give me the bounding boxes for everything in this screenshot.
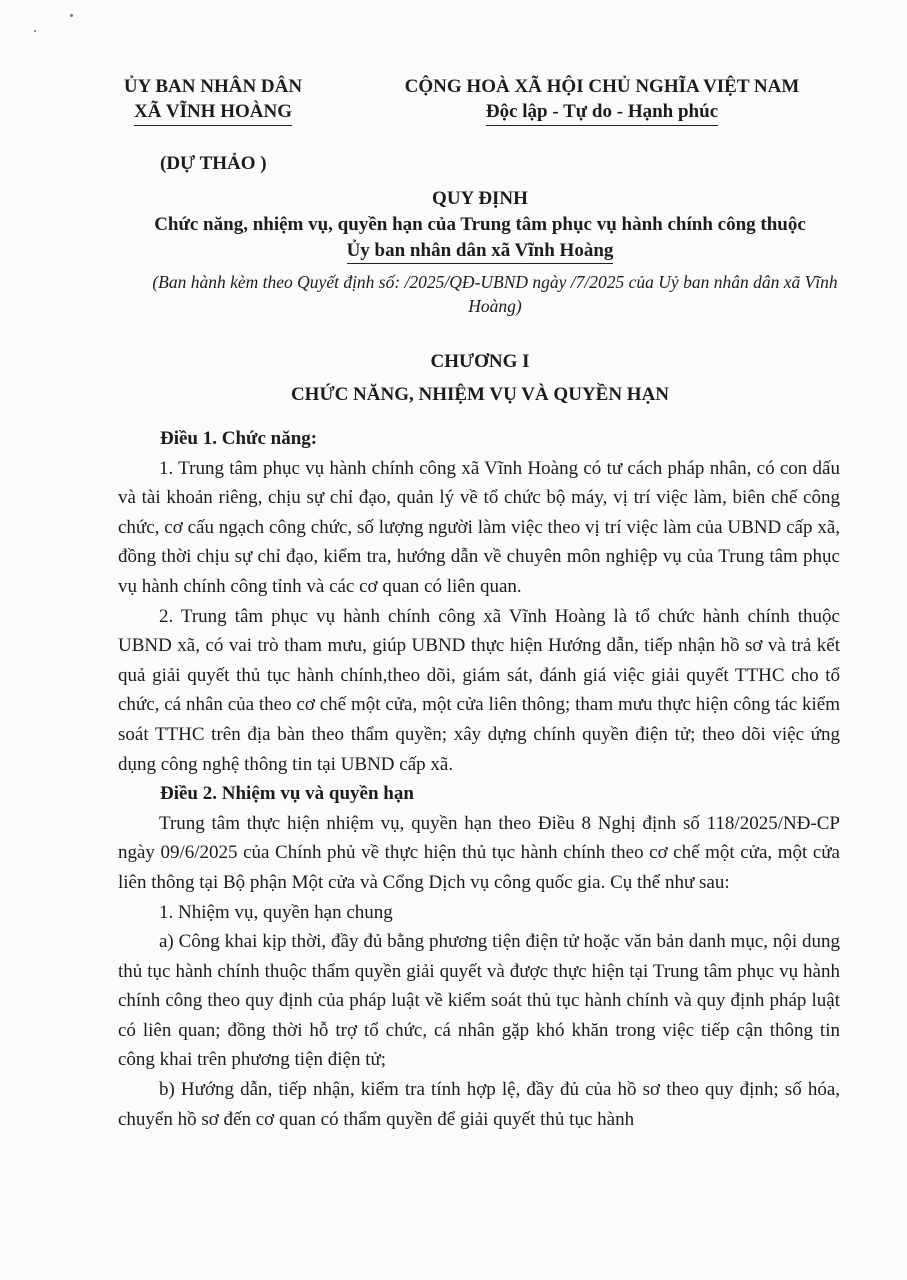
issuance-note: (Ban hành kèm theo Quyết định số: /2025/QĐ-UBND ngày /7/2025 của Uỷ ban nhân dân xã Vĩnh Hoàng) <box>152 272 838 316</box>
paragraph: Trung tâm thực hiện nhiệm vụ, quyền hạn theo Điều 8 Nghị định số 118/2025/NĐ-CP ngày 09/6/2025 của Chính phủ về thực hiện thủ tục hành chính theo cơ chế một cửa, một cửa liên thông tại Bộ phận Một cửa và Cổng Dịch vụ công quốc gia. Cụ thể như sau: <box>118 812 840 893</box>
motto: Độc lập - Tự do - Hạnh phúc <box>486 99 718 126</box>
paragraph: b) Hướng dẫn, tiếp nhận, kiểm tra tính hợp lệ, đầy đủ của hồ sơ theo quy định; số hóa, chuyển hồ sơ đến cơ quan có thẩm quyền để giải quyết thủ tục hành <box>118 1079 840 1130</box>
paragraph: 1. Nhiệm vụ, quyền hạn chung <box>159 901 393 923</box>
document-subject-line2 <box>110 238 850 264</box>
country-name: CỘNG HOÀ XÃ HỘI CHỦ NGHĨA VIỆT NAM <box>404 76 800 97</box>
chapter-title: CHỨC NĂNG, NHIỆM VỤ VÀ QUYỀN HẠN <box>290 384 670 405</box>
chapter-number: CHƯƠNG I <box>430 351 530 372</box>
document-title: QUY ĐỊNH <box>432 188 528 209</box>
issuing-authority <box>108 74 318 126</box>
document-body <box>118 424 840 1134</box>
scan-speck <box>34 30 36 32</box>
document-subject-text: Ủy ban nhân dân xã Vĩnh Hoàng <box>347 238 614 264</box>
article-heading: Điều 1. Chức năng: <box>160 428 318 449</box>
authority-name: ỦY BAN NHÂN DÂN <box>123 76 303 97</box>
paragraph: a) Công khai kịp thời, đầy đủ bằng phương tiện điện tử hoặc văn bản danh mục, nội dung thủ tục hành chính thuộc thẩm quyền giải quyết và được thực hiện tại Trung tâm phục vụ hành chính công theo quy định của pháp luật về kiểm soát thủ tục hành chính và quy định pháp luật có liên quan; đồng thời hỗ trợ tổ chức, cá nhân gặp khó khăn trong việc tiếp cận thông tin công khai trên phương tiện điện tử; <box>118 931 840 1071</box>
paragraph: 2. Trung tâm phục vụ hành chính công xã Vĩnh Hoàng là tổ chức hành chính thuộc UBND xã, có vai trò tham mưu, giúp UBND thực hiện Hướng dẫn, tiếp nhận hồ sơ và trả kết quả giải quyết thủ tục hành chính,theo dõi, giám sát, đánh giá việc giải quyết TTHC cho tổ chức, cá nhân của theo cơ chế một cửa, một cửa liên thông; tham mưu thực hiện công tác kiểm soát TTHC trên địa bàn theo thẩm quyền; xây dựng chính quyền điện tử; theo dõi việc ứng dụng công nghệ thông tin tại UBND cấp xã. <box>118 605 840 775</box>
draft-label: (DỰ THẢO ) <box>160 153 267 174</box>
national-motto <box>372 74 832 126</box>
scan-speck <box>70 14 73 17</box>
article-heading: Điều 2. Nhiệm vụ và quyền hạn <box>160 783 414 805</box>
commune-name: XÃ VĨNH HOÀNG <box>134 99 292 126</box>
paragraph: 1. Trung tâm phục vụ hành chính công xã Vĩnh Hoàng có tư cách pháp nhân, có con dấu và tài khoản riêng, chịu sự chỉ đạo, quản lý về tổ chức bộ máy, vị trí việc làm, biên chế công chức, cơ cấu ngạch công chức, số lượng người làm việc theo vị trí việc làm của UBND cấp xã, đồng thời chịu sự chỉ đạo, kiểm tra, hướng dẫn về chuyên môn nghiệp vụ của Trung tâm phục vụ hành chính công tỉnh và các cơ quan có liên quan. <box>118 457 840 597</box>
document-subject-line1: Chức năng, nhiệm vụ, quyền hạn của Trung tâm phục vụ hành chính công thuộc <box>154 214 806 235</box>
